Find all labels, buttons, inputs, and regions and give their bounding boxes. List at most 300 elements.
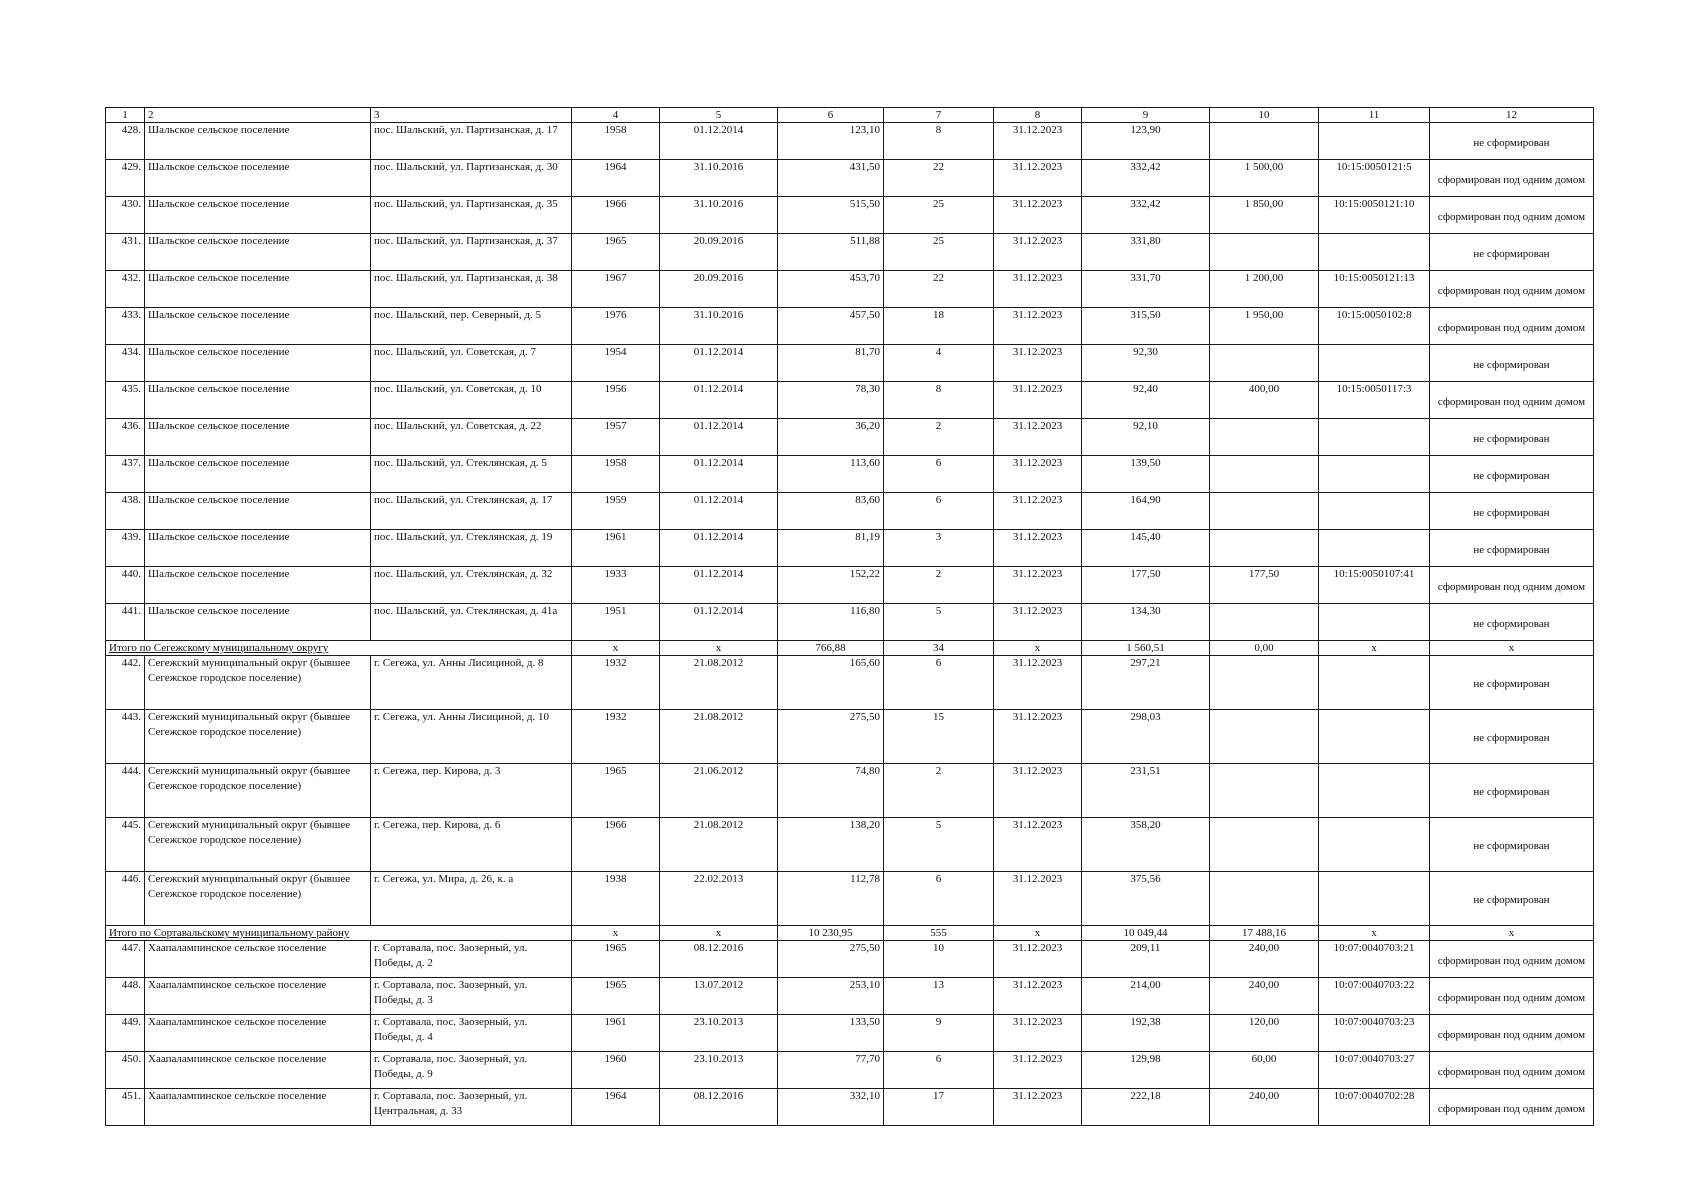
table-cell: не сформирован bbox=[1430, 493, 1594, 530]
table-cell: 1 200,00 bbox=[1210, 271, 1319, 308]
table-row bbox=[106, 419, 1594, 456]
table-cell: не сформирован bbox=[1430, 123, 1594, 160]
table-cell: Шальское сельское поселение bbox=[145, 567, 371, 604]
table-cell: 298,03 bbox=[1082, 710, 1210, 764]
table-cell: 10:07:0040703:27 bbox=[1319, 1052, 1430, 1089]
table-cell: 08.12.2016 bbox=[660, 1089, 778, 1126]
total-cell: x bbox=[660, 641, 778, 656]
table-row bbox=[106, 872, 1594, 926]
table-cell: 92,10 bbox=[1082, 419, 1210, 456]
table-cell: 31.12.2023 bbox=[994, 872, 1082, 926]
table-cell: 31.12.2023 bbox=[994, 197, 1082, 234]
table-cell: 433. bbox=[106, 308, 145, 345]
total-cell: x bbox=[660, 926, 778, 941]
table-cell: 77,70 bbox=[778, 1052, 884, 1089]
table-cell: 133,50 bbox=[778, 1015, 884, 1052]
table-cell: сформирован под одним домом bbox=[1430, 308, 1594, 345]
table-cell: 78,30 bbox=[778, 382, 884, 419]
table-cell: 31.12.2023 bbox=[994, 123, 1082, 160]
total-cell: x bbox=[994, 641, 1082, 656]
table-cell: 20.09.2016 bbox=[660, 271, 778, 308]
table-row bbox=[106, 710, 1594, 764]
table-cell bbox=[1210, 123, 1319, 160]
table-cell: 01.12.2014 bbox=[660, 345, 778, 382]
table-cell: 31.12.2023 bbox=[994, 941, 1082, 978]
table-cell: пос. Шальский, ул. Партизанская, д. 35 bbox=[371, 197, 572, 234]
total-cell: 1 560,51 bbox=[1082, 641, 1210, 656]
table-cell: Хаапалампинское сельское поселение bbox=[145, 941, 371, 978]
table-cell: 21.08.2012 bbox=[660, 656, 778, 710]
table-cell: 1958 bbox=[572, 456, 660, 493]
table-row bbox=[106, 656, 1594, 710]
table-cell: 515,50 bbox=[778, 197, 884, 234]
table-cell: 31.12.2023 bbox=[994, 419, 1082, 456]
table-cell: пос. Шальский, ул. Партизанская, д. 17 bbox=[371, 123, 572, 160]
table-cell: не сформирован bbox=[1430, 710, 1594, 764]
table-cell: 31.12.2023 bbox=[994, 382, 1082, 419]
table-cell: 31.10.2016 bbox=[660, 197, 778, 234]
table-cell: Шальское сельское поселение bbox=[145, 530, 371, 567]
document-page bbox=[105, 107, 1593, 1126]
table-cell: 5 bbox=[884, 818, 994, 872]
table-cell: 10:15:0050121:13 bbox=[1319, 271, 1430, 308]
table-cell: Шальское сельское поселение bbox=[145, 271, 371, 308]
table-cell: 400,00 bbox=[1210, 382, 1319, 419]
table-cell: 10:15:0050102:8 bbox=[1319, 308, 1430, 345]
total-label: Итого по Сортавальскому муниципальному району bbox=[106, 926, 572, 941]
table-cell: Хаапалампинское сельское поселение bbox=[145, 1015, 371, 1052]
table-cell: сформирован под одним домом bbox=[1430, 567, 1594, 604]
table-cell bbox=[1319, 764, 1430, 818]
table-row bbox=[106, 123, 1594, 160]
table-cell: не сформирован bbox=[1430, 530, 1594, 567]
table-cell: не сформирован bbox=[1430, 656, 1594, 710]
table-cell: 1 850,00 bbox=[1210, 197, 1319, 234]
total-cell: 766,88 bbox=[778, 641, 884, 656]
total-label: Итого по Сегежскому муниципальному округу bbox=[106, 641, 572, 656]
total-cell: x bbox=[1319, 641, 1430, 656]
table-cell: Шальское сельское поселение bbox=[145, 308, 371, 345]
table-row bbox=[106, 456, 1594, 493]
table-cell: 23.10.2013 bbox=[660, 1015, 778, 1052]
table-cell: г. Сегежа, ул. Анны Лисициной, д. 10 bbox=[371, 710, 572, 764]
table-cell: 31.12.2023 bbox=[994, 308, 1082, 345]
table-cell: пос. Шальский, ул. Советская, д. 7 bbox=[371, 345, 572, 382]
table-row bbox=[106, 818, 1594, 872]
table-cell: 511,88 bbox=[778, 234, 884, 271]
table-cell: 1965 bbox=[572, 764, 660, 818]
table-cell: 1958 bbox=[572, 123, 660, 160]
table-cell bbox=[1319, 872, 1430, 926]
table-cell: не сформирован bbox=[1430, 456, 1594, 493]
table-cell: 1976 bbox=[572, 308, 660, 345]
table-cell: 31.12.2023 bbox=[994, 234, 1082, 271]
table-row bbox=[106, 308, 1594, 345]
table-cell: 83,60 bbox=[778, 493, 884, 530]
table-cell: 8 bbox=[884, 123, 994, 160]
table-cell: 01.12.2014 bbox=[660, 567, 778, 604]
table-cell: 6 bbox=[884, 656, 994, 710]
table-cell: 434. bbox=[106, 345, 145, 382]
table-cell: 10:15:0050121:5 bbox=[1319, 160, 1430, 197]
table-cell: 177,50 bbox=[1210, 567, 1319, 604]
table-cell: 129,98 bbox=[1082, 1052, 1210, 1089]
table-cell: 432. bbox=[106, 271, 145, 308]
table-cell: не сформирован bbox=[1430, 764, 1594, 818]
table-cell: 2 bbox=[884, 567, 994, 604]
column-number: 11 bbox=[1319, 108, 1430, 123]
table-cell: пос. Шальский, ул. Советская, д. 22 bbox=[371, 419, 572, 456]
column-number: 12 bbox=[1430, 108, 1594, 123]
table-cell: Шальское сельское поселение bbox=[145, 160, 371, 197]
total-cell: 17 488,16 bbox=[1210, 926, 1319, 941]
table-cell: 1965 bbox=[572, 234, 660, 271]
table-cell: 31.12.2023 bbox=[994, 160, 1082, 197]
table-cell: 152,22 bbox=[778, 567, 884, 604]
table-cell: 8 bbox=[884, 382, 994, 419]
table-cell: Сегежский муниципальный округ (бывшее Сегежское городское поселение) bbox=[145, 710, 371, 764]
table-cell: пос. Шальский, ул. Партизанская, д. 37 bbox=[371, 234, 572, 271]
table-cell: 21.08.2012 bbox=[660, 710, 778, 764]
table-cell: 21.06.2012 bbox=[660, 764, 778, 818]
table-cell: 275,50 bbox=[778, 941, 884, 978]
table-cell: сформирован под одним домом bbox=[1430, 382, 1594, 419]
table-row bbox=[106, 530, 1594, 567]
table-cell: г. Сегежа, пер. Кирова, д. 6 bbox=[371, 818, 572, 872]
table-cell: 31.12.2023 bbox=[994, 1015, 1082, 1052]
table-cell: 4 bbox=[884, 345, 994, 382]
table-cell: 430. bbox=[106, 197, 145, 234]
table-cell: г. Сортавала, пос. Заозерный, ул. Победы, д. 3 bbox=[371, 978, 572, 1015]
table-cell: 436. bbox=[106, 419, 145, 456]
table-cell: 444. bbox=[106, 764, 145, 818]
table-cell: 18 bbox=[884, 308, 994, 345]
total-row bbox=[106, 641, 1594, 656]
table-cell: 31.10.2016 bbox=[660, 160, 778, 197]
table-cell: пос. Шальский, ул. Стеклянская, д. 5 bbox=[371, 456, 572, 493]
table-cell: 448. bbox=[106, 978, 145, 1015]
table-row bbox=[106, 1015, 1594, 1052]
table-cell: не сформирован bbox=[1430, 234, 1594, 271]
table-row bbox=[106, 1089, 1594, 1126]
table-cell: 10:07:0040703:23 bbox=[1319, 1015, 1430, 1052]
table-row bbox=[106, 234, 1594, 271]
table-cell: пос. Шальский, ул. Партизанская, д. 38 bbox=[371, 271, 572, 308]
table-cell: Шальское сельское поселение bbox=[145, 234, 371, 271]
table-cell: 1960 bbox=[572, 1052, 660, 1089]
table-cell: 36,20 bbox=[778, 419, 884, 456]
table-cell: 2 bbox=[884, 419, 994, 456]
table-cell: 1964 bbox=[572, 1089, 660, 1126]
header-row bbox=[106, 108, 1594, 123]
table-cell: 1964 bbox=[572, 160, 660, 197]
table-cell: 358,20 bbox=[1082, 818, 1210, 872]
column-number: 5 bbox=[660, 108, 778, 123]
table-cell: 25 bbox=[884, 197, 994, 234]
table-cell: 138,20 bbox=[778, 818, 884, 872]
table-cell: 1938 bbox=[572, 872, 660, 926]
table-cell: 439. bbox=[106, 530, 145, 567]
table-cell: 01.12.2014 bbox=[660, 382, 778, 419]
table-cell: Шальское сельское поселение bbox=[145, 345, 371, 382]
table-cell: 165,60 bbox=[778, 656, 884, 710]
column-number: 2 bbox=[145, 108, 371, 123]
table-cell: сформирован под одним домом bbox=[1430, 197, 1594, 234]
table-cell: 31.12.2023 bbox=[994, 978, 1082, 1015]
table-cell: 10:07:0040703:21 bbox=[1319, 941, 1430, 978]
table-cell: не сформирован bbox=[1430, 419, 1594, 456]
table-cell: Шальское сельское поселение bbox=[145, 197, 371, 234]
table-cell: г. Сегежа, ул. Мира, д. 26, к. а bbox=[371, 872, 572, 926]
table-cell: 123,10 bbox=[778, 123, 884, 160]
table-cell: 1951 bbox=[572, 604, 660, 641]
table-cell: пос. Шальский, ул. Советская, д. 10 bbox=[371, 382, 572, 419]
table-cell bbox=[1319, 345, 1430, 382]
table-cell: Хаапалампинское сельское поселение bbox=[145, 978, 371, 1015]
table-cell: 20.09.2016 bbox=[660, 234, 778, 271]
table-cell: 331,80 bbox=[1082, 234, 1210, 271]
table-cell: 145,40 bbox=[1082, 530, 1210, 567]
table-cell: 6 bbox=[884, 456, 994, 493]
table-cell bbox=[1210, 818, 1319, 872]
table-cell: 08.12.2016 bbox=[660, 941, 778, 978]
table-cell: 3 bbox=[884, 530, 994, 567]
table-cell: 31.10.2016 bbox=[660, 308, 778, 345]
table-cell: 240,00 bbox=[1210, 978, 1319, 1015]
table-cell: 31.12.2023 bbox=[994, 567, 1082, 604]
table-cell: 441. bbox=[106, 604, 145, 641]
table-cell: 457,50 bbox=[778, 308, 884, 345]
table-cell: 81,70 bbox=[778, 345, 884, 382]
table-cell: 453,70 bbox=[778, 271, 884, 308]
table-cell: Хаапалампинское сельское поселение bbox=[145, 1089, 371, 1126]
table-row bbox=[106, 978, 1594, 1015]
table-cell: г. Сортавала, пос. Заозерный, ул. Победы, д. 9 bbox=[371, 1052, 572, 1089]
table-cell: 25 bbox=[884, 234, 994, 271]
table-cell: 1954 bbox=[572, 345, 660, 382]
table-cell: 10:15:0050121:10 bbox=[1319, 197, 1430, 234]
table-row bbox=[106, 271, 1594, 308]
table-cell: 1961 bbox=[572, 1015, 660, 1052]
table-cell bbox=[1210, 234, 1319, 271]
table-cell: 15 bbox=[884, 710, 994, 764]
column-number: 8 bbox=[994, 108, 1082, 123]
table-cell bbox=[1210, 419, 1319, 456]
table-cell bbox=[1210, 345, 1319, 382]
table-cell: 31.12.2023 bbox=[994, 493, 1082, 530]
table-cell: 275,50 bbox=[778, 710, 884, 764]
table-cell: 6 bbox=[884, 1052, 994, 1089]
table-cell bbox=[1319, 456, 1430, 493]
table-row bbox=[106, 604, 1594, 641]
table-cell: 31.12.2023 bbox=[994, 271, 1082, 308]
table-cell: сформирован под одним домом bbox=[1430, 978, 1594, 1015]
table-cell: Сегежский муниципальный округ (бывшее Сегежское городское поселение) bbox=[145, 656, 371, 710]
table-cell: 332,42 bbox=[1082, 197, 1210, 234]
table-cell: 6 bbox=[884, 872, 994, 926]
table-cell: 10:07:0040703:22 bbox=[1319, 978, 1430, 1015]
table-cell: сформирован под одним домом bbox=[1430, 1015, 1594, 1052]
table-cell: 113,60 bbox=[778, 456, 884, 493]
table-cell: 74,80 bbox=[778, 764, 884, 818]
table-cell: 123,90 bbox=[1082, 123, 1210, 160]
table-cell: 1 500,00 bbox=[1210, 160, 1319, 197]
table-cell: 431. bbox=[106, 234, 145, 271]
table-cell bbox=[1210, 493, 1319, 530]
table-cell: 315,50 bbox=[1082, 308, 1210, 345]
table-cell: 81,19 bbox=[778, 530, 884, 567]
table-cell: 31.12.2023 bbox=[994, 710, 1082, 764]
table-cell: 2 bbox=[884, 764, 994, 818]
table-cell: 01.12.2014 bbox=[660, 493, 778, 530]
table-cell: сформирован под одним домом bbox=[1430, 160, 1594, 197]
table-row bbox=[106, 382, 1594, 419]
total-cell: x bbox=[1430, 926, 1594, 941]
table-cell: 375,56 bbox=[1082, 872, 1210, 926]
table-cell: 331,70 bbox=[1082, 271, 1210, 308]
housing-table bbox=[105, 107, 1594, 1126]
table-cell bbox=[1210, 656, 1319, 710]
table-row bbox=[106, 493, 1594, 530]
total-cell: x bbox=[572, 926, 660, 941]
table-cell: 164,90 bbox=[1082, 493, 1210, 530]
table-cell: 209,11 bbox=[1082, 941, 1210, 978]
column-number: 3 bbox=[371, 108, 572, 123]
column-number: 10 bbox=[1210, 108, 1319, 123]
table-cell: 22.02.2013 bbox=[660, 872, 778, 926]
table-cell: 31.12.2023 bbox=[994, 1089, 1082, 1126]
column-number: 4 bbox=[572, 108, 660, 123]
table-cell: 17 bbox=[884, 1089, 994, 1126]
table-cell: не сформирован bbox=[1430, 345, 1594, 382]
table-cell: 01.12.2014 bbox=[660, 123, 778, 160]
table-row bbox=[106, 345, 1594, 382]
table-cell: пос. Шальский, ул. Стеклянская, д. 41а bbox=[371, 604, 572, 641]
column-number: 1 bbox=[106, 108, 145, 123]
table-cell: Шальское сельское поселение bbox=[145, 456, 371, 493]
table-cell bbox=[1319, 493, 1430, 530]
total-cell: 10 049,44 bbox=[1082, 926, 1210, 941]
table-cell: 1933 bbox=[572, 567, 660, 604]
table-cell: 1932 bbox=[572, 710, 660, 764]
table-cell: 116,80 bbox=[778, 604, 884, 641]
table-cell: г. Сортавала, пос. Заозерный, ул. Победы, д. 4 bbox=[371, 1015, 572, 1052]
table-cell: не сформирован bbox=[1430, 818, 1594, 872]
table-cell: 10:15:0050107:41 bbox=[1319, 567, 1430, 604]
table-cell bbox=[1210, 764, 1319, 818]
table-cell: 297,21 bbox=[1082, 656, 1210, 710]
table-cell: 447. bbox=[106, 941, 145, 978]
table-cell: пос. Шальский, ул. Стеклянская, д. 17 bbox=[371, 493, 572, 530]
table-cell: 451. bbox=[106, 1089, 145, 1126]
table-cell: сформирован под одним домом bbox=[1430, 1089, 1594, 1126]
table-cell: Шальское сельское поселение bbox=[145, 493, 371, 530]
table-row bbox=[106, 764, 1594, 818]
total-cell: 10 230,95 bbox=[778, 926, 884, 941]
table-cell: сформирован под одним домом bbox=[1430, 941, 1594, 978]
table-cell: 231,51 bbox=[1082, 764, 1210, 818]
table-cell bbox=[1319, 419, 1430, 456]
table-cell bbox=[1210, 710, 1319, 764]
table-cell: Сегежский муниципальный округ (бывшее Сегежское городское поселение) bbox=[145, 764, 371, 818]
table-cell: 1956 bbox=[572, 382, 660, 419]
table-cell: 5 bbox=[884, 604, 994, 641]
table-cell bbox=[1210, 872, 1319, 926]
table-cell bbox=[1210, 530, 1319, 567]
table-cell: 1967 bbox=[572, 271, 660, 308]
table-cell: 13 bbox=[884, 978, 994, 1015]
table-cell: г. Сегежа, пер. Кирова, д. 3 bbox=[371, 764, 572, 818]
table-cell: 31.12.2023 bbox=[994, 656, 1082, 710]
table-row bbox=[106, 567, 1594, 604]
table-cell: 192,38 bbox=[1082, 1015, 1210, 1052]
table-cell: 60,00 bbox=[1210, 1052, 1319, 1089]
table-cell: 13.07.2012 bbox=[660, 978, 778, 1015]
table-cell: 431,50 bbox=[778, 160, 884, 197]
table-cell: 10 bbox=[884, 941, 994, 978]
table-cell: не сформирован bbox=[1430, 604, 1594, 641]
total-cell: 555 bbox=[884, 926, 994, 941]
column-number: 6 bbox=[778, 108, 884, 123]
table-row bbox=[106, 1052, 1594, 1089]
table-row bbox=[106, 197, 1594, 234]
table-cell: 1957 bbox=[572, 419, 660, 456]
table-cell: 450. bbox=[106, 1052, 145, 1089]
table-cell: Шальское сельское поселение bbox=[145, 382, 371, 419]
table-cell: 92,30 bbox=[1082, 345, 1210, 382]
table-cell: 442. bbox=[106, 656, 145, 710]
table-row bbox=[106, 160, 1594, 197]
table-cell: 1966 bbox=[572, 197, 660, 234]
table-cell: г. Сегежа, ул. Анны Лисициной, д. 8 bbox=[371, 656, 572, 710]
table-cell: Шальское сельское поселение bbox=[145, 419, 371, 456]
table-cell bbox=[1319, 234, 1430, 271]
table-cell: 1932 bbox=[572, 656, 660, 710]
table-cell: 6 bbox=[884, 493, 994, 530]
table-cell bbox=[1210, 604, 1319, 641]
table-cell bbox=[1210, 456, 1319, 493]
table-cell: 1965 bbox=[572, 978, 660, 1015]
table-cell: сформирован под одним домом bbox=[1430, 271, 1594, 308]
table-cell: 1966 bbox=[572, 818, 660, 872]
table-cell: 429. bbox=[106, 160, 145, 197]
table-cell: 440. bbox=[106, 567, 145, 604]
table-cell bbox=[1319, 710, 1430, 764]
total-cell: x bbox=[572, 641, 660, 656]
table-cell: 01.12.2014 bbox=[660, 419, 778, 456]
table-cell: 31.12.2023 bbox=[994, 345, 1082, 382]
total-cell: x bbox=[994, 926, 1082, 941]
table-cell: 120,00 bbox=[1210, 1015, 1319, 1052]
total-cell: 34 bbox=[884, 641, 994, 656]
total-cell: 0,00 bbox=[1210, 641, 1319, 656]
table-cell: сформирован под одним домом bbox=[1430, 1052, 1594, 1089]
total-cell: x bbox=[1430, 641, 1594, 656]
table-cell: Хаапалампинское сельское поселение bbox=[145, 1052, 371, 1089]
table-cell: 31.12.2023 bbox=[994, 818, 1082, 872]
table-cell: 31.12.2023 bbox=[994, 530, 1082, 567]
table-cell: 332,42 bbox=[1082, 160, 1210, 197]
table-cell: 222,18 bbox=[1082, 1089, 1210, 1126]
table-cell bbox=[1319, 818, 1430, 872]
table-cell bbox=[1319, 530, 1430, 567]
table-cell: 438. bbox=[106, 493, 145, 530]
column-number: 9 bbox=[1082, 108, 1210, 123]
table-cell: 435. bbox=[106, 382, 145, 419]
table-cell: Шальское сельское поселение bbox=[145, 604, 371, 641]
table-cell: 1959 bbox=[572, 493, 660, 530]
table-cell: Сегежский муниципальный округ (бывшее Сегежское городское поселение) bbox=[145, 818, 371, 872]
